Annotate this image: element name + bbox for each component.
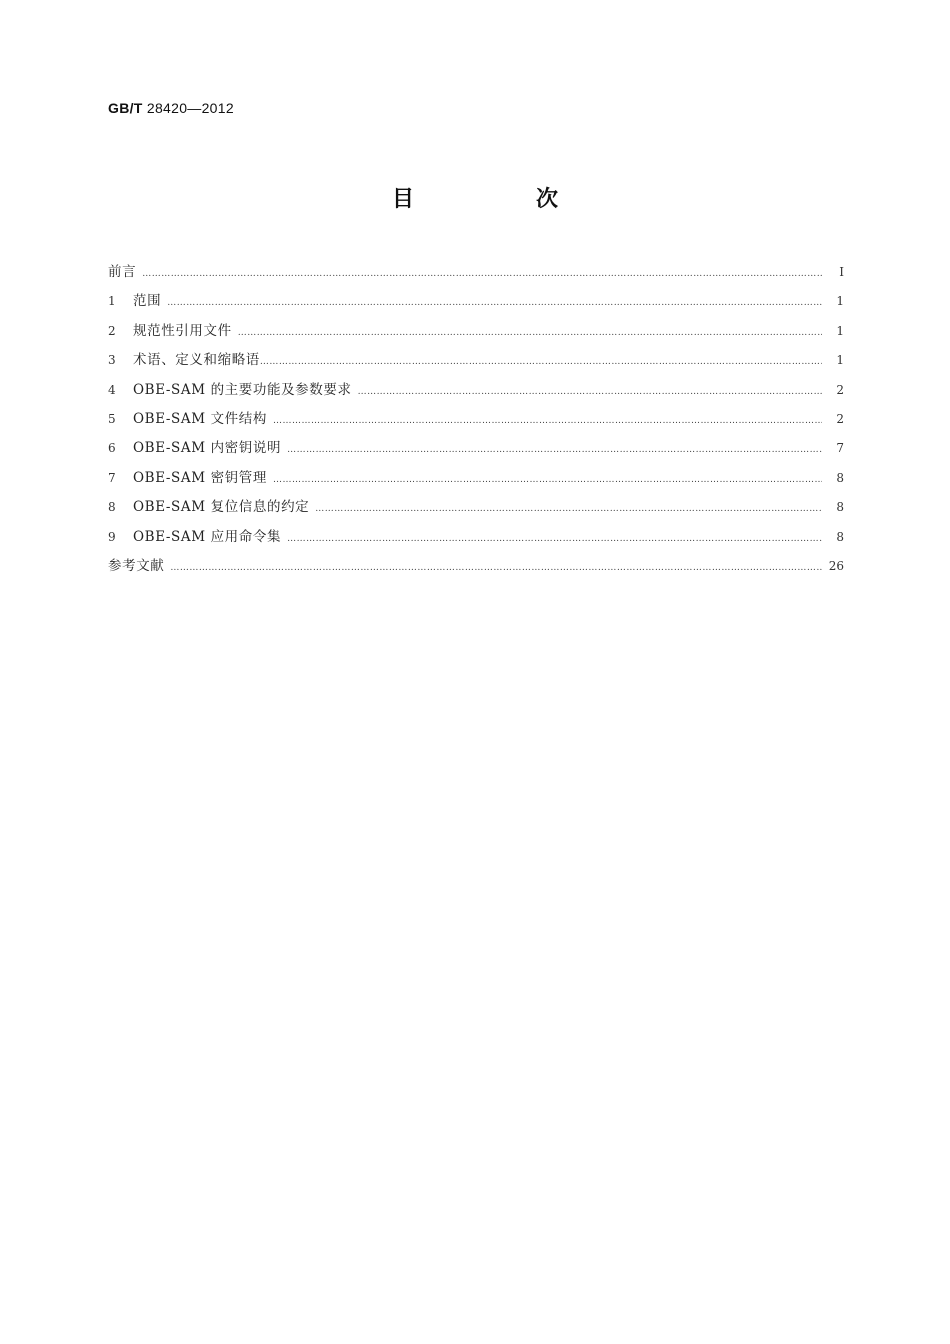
toc-leader-dots <box>273 407 822 436</box>
toc-leader-dots <box>273 466 822 495</box>
toc-page-number: 7 <box>836 441 844 456</box>
toc-page-number: 8 <box>836 529 844 544</box>
toc-leader-dots <box>358 378 822 407</box>
toc-entry-title: OBE-SAM 文件结构 <box>133 410 267 427</box>
toc-entry-7[interactable] <box>108 464 844 493</box>
toc-page-number: 1 <box>836 323 844 338</box>
toc-page-number: 1 <box>836 353 844 368</box>
toc-leader-dots <box>142 260 822 289</box>
toc-page-number: 2 <box>836 411 844 426</box>
toc-entry-6[interactable] <box>108 434 844 463</box>
toc-page-number: 1 <box>836 294 844 309</box>
toc-entry-title: OBE-SAM 应用命令集 <box>133 528 282 545</box>
standard-number: 28420—2012 <box>146 100 234 116</box>
toc-section-number: 8 <box>108 500 116 515</box>
toc-page-number: Ⅰ <box>839 265 844 279</box>
toc-page-number: 8 <box>836 470 844 485</box>
toc-section-number: 1 <box>108 294 116 309</box>
toc-entry-title: 参考文献 <box>108 557 165 574</box>
toc-entry-title: 规范性引用文件 <box>133 322 232 339</box>
toc-leader-dots <box>260 348 822 377</box>
toc-leader-dots <box>170 554 822 583</box>
toc-entry-references[interactable] <box>108 552 844 581</box>
toc-entry-1[interactable] <box>108 287 844 316</box>
standard-prefix: GB/T <box>108 100 143 116</box>
toc-section-number: 4 <box>108 382 116 397</box>
toc-entry-title: 范围 <box>133 293 162 310</box>
toc-entry-8[interactable] <box>108 493 844 522</box>
toc-entry-title: 术语、定义和缩略语 <box>133 352 260 369</box>
toc-page-number: 8 <box>836 500 844 515</box>
toc-leader-dots <box>287 525 822 554</box>
toc-entry-title: OBE-SAM 的主要功能及参数要求 <box>133 381 352 398</box>
toc-section-number: 7 <box>108 470 116 485</box>
toc-entry-foreword[interactable] <box>108 258 844 287</box>
toc-entry-title: OBE-SAM 内密钥说明 <box>133 440 282 457</box>
toc-page-number: 26 <box>828 558 844 573</box>
page-title: 目 次 <box>391 187 608 212</box>
toc-leader-dots <box>287 436 822 465</box>
toc-entry-title: OBE-SAM 密钥管理 <box>133 469 267 486</box>
toc-leader-dots <box>167 289 822 318</box>
toc-leader-dots <box>315 495 822 524</box>
toc-section-number: 6 <box>108 441 116 456</box>
table-of-contents <box>108 258 844 581</box>
toc-entry-5[interactable] <box>108 405 844 434</box>
toc-entry-2[interactable] <box>108 317 844 346</box>
toc-section-number: 3 <box>108 353 116 368</box>
toc-entry-title: OBE-SAM 复位信息的约定 <box>133 499 310 516</box>
standard-code <box>108 100 234 116</box>
toc-entry-4[interactable] <box>108 376 844 405</box>
toc-leader-dots <box>238 319 822 348</box>
toc-entry-title: 前言 <box>108 264 137 280</box>
toc-entry-3[interactable] <box>108 346 844 375</box>
toc-entry-9[interactable] <box>108 523 844 552</box>
toc-page-number: 2 <box>836 382 844 397</box>
toc-section-number: 2 <box>108 323 116 338</box>
toc-section-number: 5 <box>108 411 116 426</box>
toc-section-number: 9 <box>108 529 116 544</box>
